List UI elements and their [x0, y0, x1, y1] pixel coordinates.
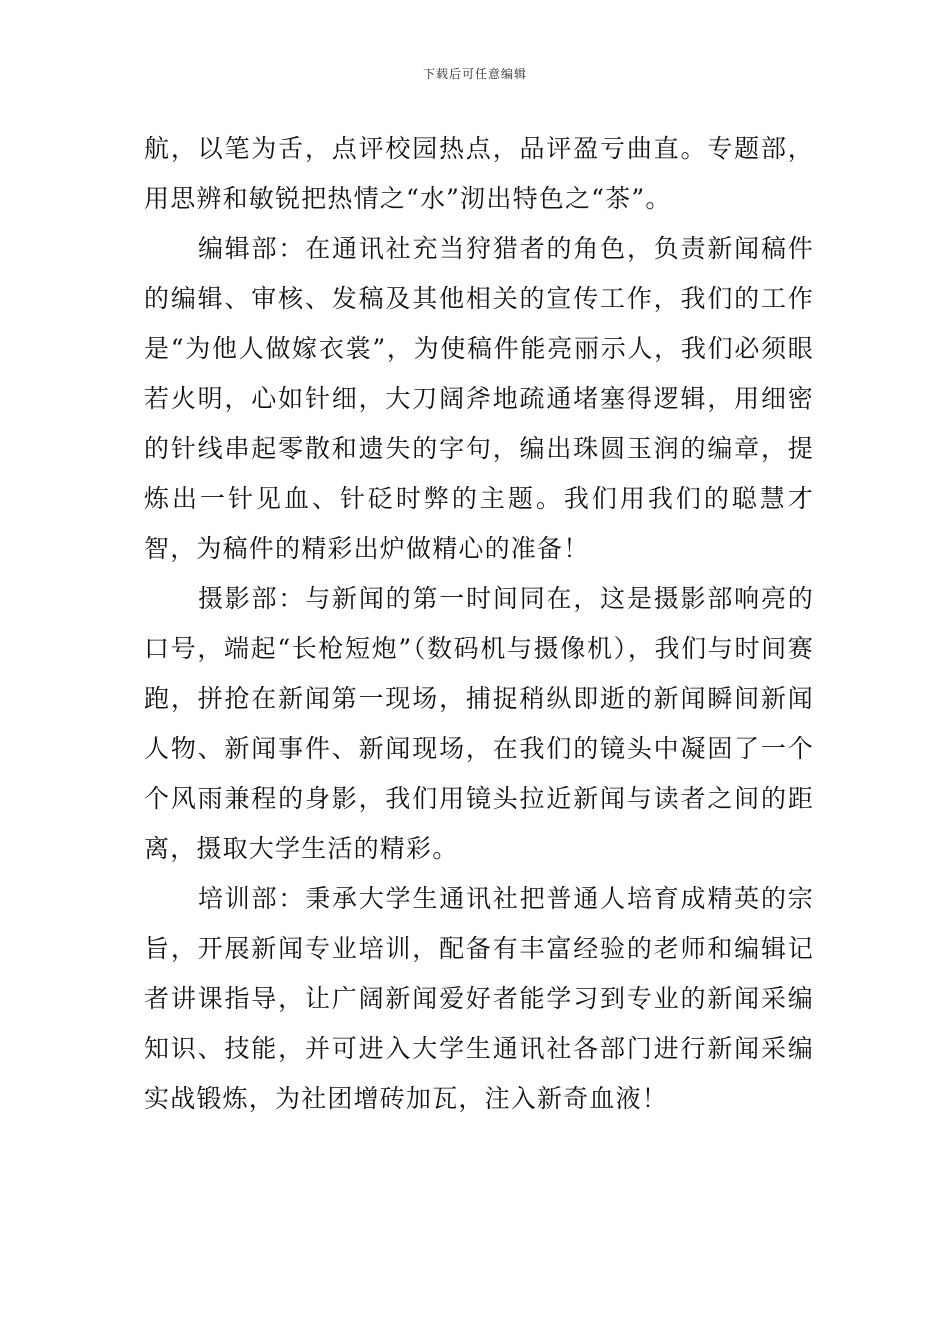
paragraph-training-department: 培训部：秉承大学生通讯社把普通人培育成精英的宗旨，开展新闻专业培训，配备有丰富经验的老师和编辑记者讲课指导，让广阔新闻爱好者能学习到专业的新闻采编知识、技能，并可进入大学生通讯社各部门进行新闻采编实战锻炼，为社团增砖加瓦，注入新奇血液！ — [144, 884, 814, 1113]
document-body — [144, 124, 814, 1124]
paragraph-continuation: 航，以笔为舌，点评校园热点，品评盈亏曲直。专题部，用思辨和敏锐把热情之“水”沏出特色之“茶”。 — [144, 134, 814, 213]
paragraph-editing-department: 编辑部：在通讯社充当狩猎者的角色，负责新闻稿件的编辑、审核、发稿及其他相关的宣传工作，我们的工作是“为他人做嫁衣裳”，为使稿件能亮丽示人，我们必须眼若火明，心如针细，大刀阔斧地疏通堵塞得逻辑，用细密的针线串起零散和遗失的字句，编出珠圆玉润的编章，提炼出一针见血、针砭时弊的主题。我们用我们的聪慧才智，为稿件的精彩出炉做精心的准备！ — [144, 234, 814, 563]
paragraph-photography-department: 摄影部：与新闻的第一时间同在，这是摄影部响亮的口号，端起“长枪短炮”（数码机与摄像机），我们与时间赛跑，拼抢在新闻第一现场，捕捉稍纵即逝的新闻瞬间新闻人物、新闻事件、新闻现场，在我们的镜头中凝固了一个个风雨兼程的身影，我们用镜头拉近新闻与读者之间的距离，摄取大学生活的精彩。 — [144, 584, 814, 863]
page-header: 下载后可任意编辑 — [422, 67, 527, 81]
